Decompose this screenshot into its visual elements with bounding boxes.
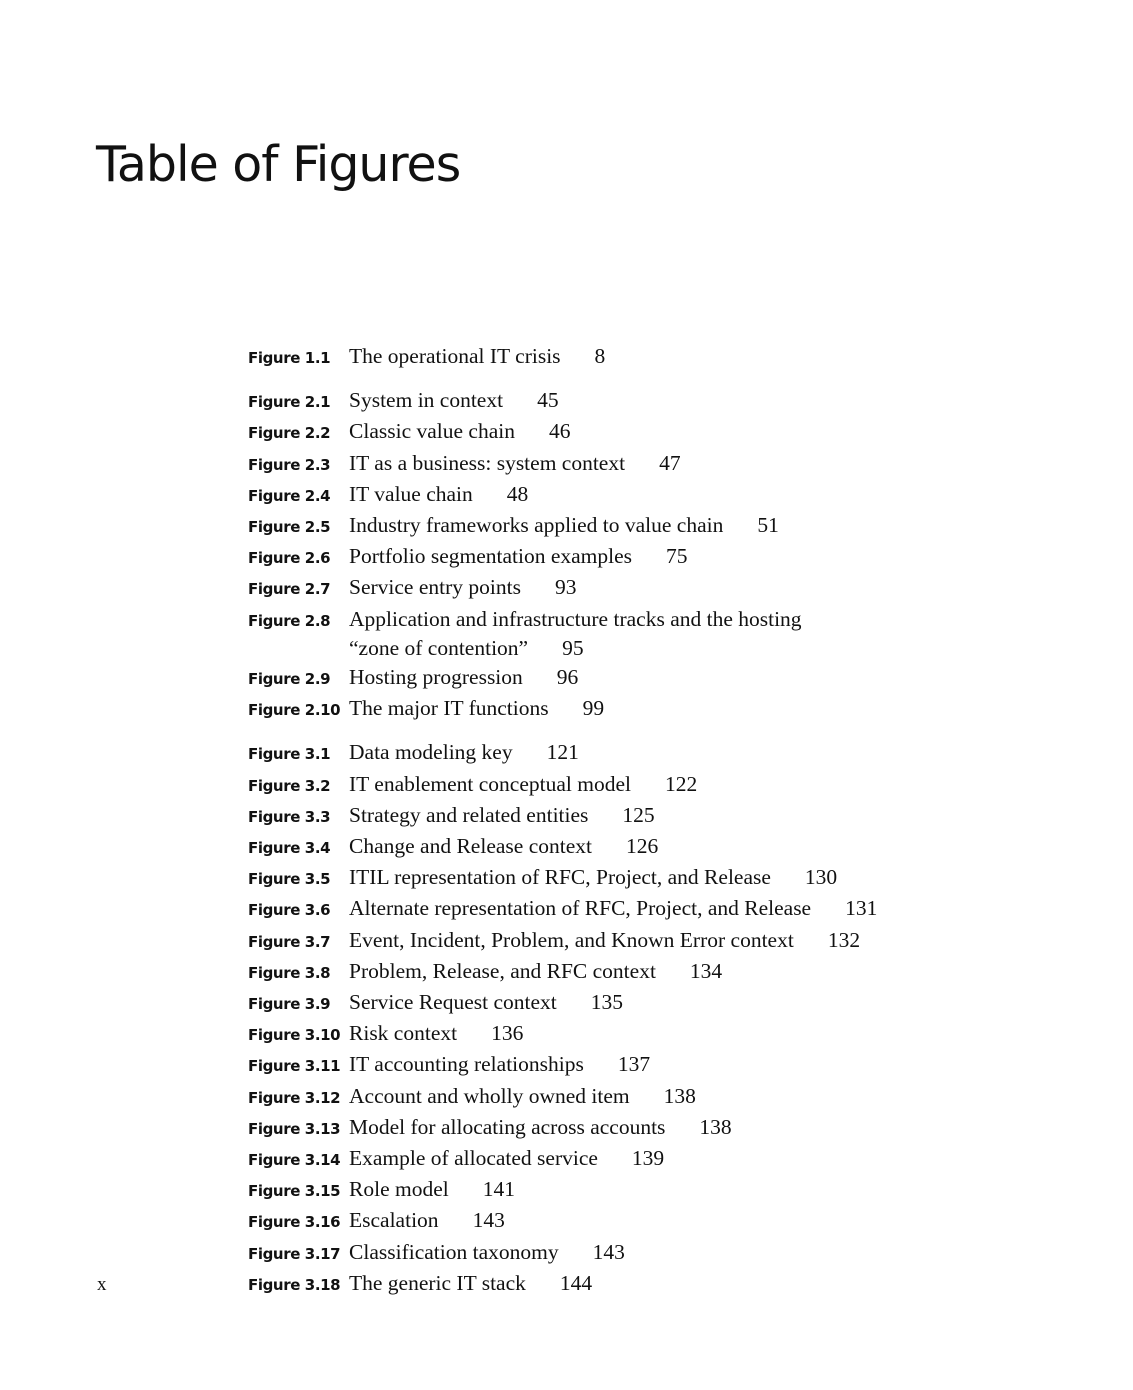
figure-page-number: 143	[472, 1208, 505, 1233]
figure-entry	[248, 1269, 948, 1300]
figure-title: Role model	[349, 1177, 449, 1202]
figure-entry	[248, 694, 948, 725]
figure-title: ITIL representation of RFC, Project, and Release	[349, 865, 771, 890]
figure-label: Figure 3.10	[248, 1026, 341, 1045]
figure-caption	[349, 894, 877, 923]
figure-label: Figure 2.5	[248, 518, 331, 537]
figure-title-line	[349, 605, 802, 634]
figure-title-line	[349, 480, 528, 509]
figure-title-line	[349, 449, 681, 478]
figure-label: Figure 3.4	[248, 839, 331, 858]
figure-title-line	[349, 1206, 505, 1235]
figure-caption	[349, 738, 579, 767]
figure-title-line	[349, 957, 722, 986]
figure-caption	[349, 832, 658, 861]
figure-caption	[349, 1144, 664, 1173]
figure-entry	[248, 573, 948, 604]
figure-page-number: 48	[506, 481, 529, 506]
figure-page-number: 131	[845, 896, 878, 921]
figure-title: Account and wholly owned item	[349, 1083, 630, 1108]
figure-label: Figure 3.6	[248, 901, 331, 920]
figure-title: Industry frameworks applied to value chain	[349, 513, 724, 538]
figure-title: “zone of contention”	[349, 635, 529, 660]
figure-entry	[248, 1050, 948, 1081]
figure-label: Figure 3.5	[248, 870, 331, 889]
figure-title-line	[349, 342, 605, 371]
table-of-figures-list	[248, 342, 948, 1313]
figure-entry	[248, 342, 948, 373]
figure-page-number: 99	[582, 696, 605, 721]
page-number: x	[97, 1274, 107, 1295]
figure-entry	[248, 738, 948, 769]
figure-entry	[248, 386, 948, 417]
figure-label: Figure 3.9	[248, 995, 331, 1014]
figure-label: Figure 2.4	[248, 486, 331, 505]
figure-page-number: 121	[546, 740, 579, 765]
figure-title-line	[349, 832, 658, 861]
figure-title-line	[349, 801, 655, 830]
figure-entry	[248, 926, 948, 957]
figure-entry	[248, 988, 948, 1019]
figure-page-number: 126	[625, 834, 659, 859]
figure-page-number: 132	[827, 927, 861, 952]
figure-title-line	[349, 1144, 664, 1173]
figure-caption	[349, 1238, 625, 1267]
figure-entry	[248, 449, 948, 480]
page-title: Table of Figures	[96, 136, 461, 193]
figure-label: Figure 3.3	[248, 807, 331, 826]
figure-entry	[248, 1144, 948, 1175]
figure-label: Figure 3.17	[248, 1244, 341, 1263]
figure-caption	[349, 1269, 592, 1298]
figure-title: Risk context	[349, 1021, 458, 1046]
figure-group	[248, 342, 948, 373]
figure-entry	[248, 1206, 948, 1237]
figure-entry	[248, 863, 948, 894]
figure-caption	[349, 863, 837, 892]
figure-label: Figure 2.6	[248, 549, 331, 568]
figure-caption	[349, 1019, 523, 1048]
figure-group	[248, 738, 948, 1300]
figure-page-number: 143	[592, 1239, 625, 1264]
figure-entry	[248, 770, 948, 801]
figure-label: Figure 3.18	[248, 1275, 341, 1294]
figure-title-line	[349, 1175, 515, 1204]
figure-title: Alternate representation of RFC, Project, and Release	[349, 896, 812, 921]
figure-title-line	[349, 573, 576, 602]
figure-entry	[248, 1082, 948, 1113]
figure-title: Change and Release context	[349, 834, 592, 859]
figure-caption	[349, 694, 604, 723]
figure-caption	[349, 417, 570, 446]
figure-title-line	[349, 417, 570, 446]
figure-page-number: 96	[556, 665, 579, 690]
figure-label: Figure 3.13	[248, 1119, 341, 1138]
figure-title-line	[349, 634, 802, 663]
figure-title: The major IT functions	[349, 696, 549, 721]
figure-title: System in context	[349, 388, 504, 413]
figure-caption	[349, 988, 623, 1017]
figure-title-line	[349, 770, 697, 799]
figure-title: The operational IT crisis	[349, 344, 561, 368]
figure-page-number: 95	[562, 635, 584, 660]
figure-label: Figure 1.1	[248, 349, 331, 367]
figure-title-line	[349, 542, 688, 571]
figure-label: Figure 3.7	[248, 932, 331, 951]
figure-title: Portfolio segmentation examples	[349, 544, 633, 569]
figure-page-number: 47	[659, 450, 681, 475]
figure-page-number: 122	[664, 771, 698, 796]
figure-page-number: 138	[663, 1083, 696, 1108]
figure-title-line	[349, 511, 779, 540]
figure-entry	[248, 511, 948, 542]
figure-entry	[248, 605, 948, 663]
figure-caption	[349, 449, 681, 478]
figure-page-number: 130	[804, 865, 838, 890]
figure-caption	[349, 770, 697, 799]
figure-entry	[248, 1238, 948, 1269]
figure-group	[248, 386, 948, 725]
figure-label: Figure 2.8	[248, 611, 331, 630]
figure-page-number: 8	[594, 344, 606, 368]
figure-page-number: 46	[548, 419, 571, 444]
figure-page-number: 141	[482, 1177, 515, 1202]
figure-title: IT accounting relationships	[349, 1052, 584, 1077]
figure-caption	[349, 1113, 732, 1142]
figure-caption	[349, 342, 605, 371]
figure-label: Figure 2.3	[248, 455, 331, 474]
figure-title: Escalation	[349, 1208, 439, 1233]
figure-caption	[349, 663, 578, 692]
figure-title: Service Request context	[349, 990, 557, 1015]
figure-label: Figure 3.12	[248, 1088, 341, 1107]
figure-title: Classic value chain	[349, 419, 515, 444]
figure-label: Figure 3.2	[248, 776, 331, 795]
figure-title: Example of allocated service	[349, 1146, 598, 1171]
figure-label: Figure 3.14	[248, 1151, 341, 1170]
figure-page-number: 125	[622, 802, 655, 827]
figure-title: Classification taxonomy	[349, 1239, 559, 1264]
figure-title: Event, Incident, Problem, and Known Error context	[349, 927, 794, 952]
figure-title: Problem, Release, and RFC context	[349, 958, 656, 983]
figure-label: Figure 3.1	[248, 745, 331, 764]
figure-caption	[349, 926, 860, 955]
figure-title-line	[349, 1269, 592, 1298]
figure-title-line	[349, 1082, 696, 1111]
figure-page-number: 93	[554, 575, 577, 600]
figure-label: Figure 2.7	[248, 580, 331, 599]
figure-title-line	[349, 988, 623, 1017]
figure-caption	[349, 957, 722, 986]
figure-title-line	[349, 863, 837, 892]
figure-entry	[248, 957, 948, 988]
figure-label: Figure 2.2	[248, 424, 331, 443]
figure-page-number: 144	[559, 1270, 593, 1295]
figure-caption	[349, 605, 802, 663]
figure-title: Service entry points	[349, 575, 521, 600]
figure-title-line	[349, 663, 578, 692]
figure-label: Figure 2.1	[248, 393, 331, 412]
figure-title: Application and infrastructure tracks and the hosting	[349, 606, 802, 631]
figure-page-number: 138	[699, 1114, 732, 1139]
figure-entry	[248, 1113, 948, 1144]
figure-label: Figure 3.8	[248, 963, 331, 982]
figure-page-number: 51	[757, 513, 779, 538]
figure-page-number: 137	[617, 1052, 651, 1077]
figure-page-number: 139	[631, 1146, 665, 1171]
figure-caption	[349, 511, 779, 540]
figure-title-line	[349, 1238, 625, 1267]
figure-caption	[349, 542, 688, 571]
figure-title-line	[349, 738, 579, 767]
figure-caption	[349, 573, 576, 602]
figure-label: Figure 3.11	[248, 1057, 341, 1076]
figure-label: Figure 3.15	[248, 1182, 341, 1201]
figure-entry	[248, 1019, 948, 1050]
figure-title: Model for allocating across accounts	[349, 1114, 666, 1139]
figure-entry	[248, 542, 948, 573]
figure-entry	[248, 480, 948, 511]
figure-caption	[349, 1050, 650, 1079]
figure-entry	[248, 663, 948, 694]
figure-caption	[349, 801, 655, 830]
figure-entry	[248, 1175, 948, 1206]
figure-title-line	[349, 386, 559, 415]
figure-caption	[349, 386, 559, 415]
figure-caption	[349, 1175, 515, 1204]
figure-page-number: 136	[491, 1021, 524, 1046]
figure-title-line	[349, 894, 877, 923]
figure-title: Strategy and related entities	[349, 802, 589, 827]
figure-entry	[248, 894, 948, 925]
figure-label: Figure 3.16	[248, 1213, 341, 1232]
figure-page-number: 135	[590, 990, 624, 1015]
figure-page-number: 134	[689, 958, 723, 983]
figure-caption	[349, 1082, 696, 1111]
figure-title: IT enablement conceptual model	[349, 771, 631, 796]
figure-page-number: 45	[537, 388, 559, 413]
figure-title: The generic IT stack	[349, 1270, 526, 1295]
figure-title-line	[349, 926, 860, 955]
figure-caption	[349, 1206, 505, 1235]
figure-title: Hosting progression	[349, 665, 523, 690]
figure-title: IT value chain	[349, 481, 473, 506]
figure-title-line	[349, 1050, 650, 1079]
figure-entry	[248, 417, 948, 448]
figure-label: Figure 2.10	[248, 701, 341, 720]
figure-caption	[349, 480, 528, 509]
figure-page-number: 75	[666, 544, 688, 569]
figure-title-line	[349, 694, 604, 723]
figure-title: IT as a business: system context	[349, 450, 626, 475]
figure-entry	[248, 832, 948, 863]
figure-entry	[248, 801, 948, 832]
figure-label: Figure 2.9	[248, 670, 331, 689]
figure-title-line	[349, 1113, 732, 1142]
figure-title: Data modeling key	[349, 740, 513, 765]
figure-title-line	[349, 1019, 523, 1048]
